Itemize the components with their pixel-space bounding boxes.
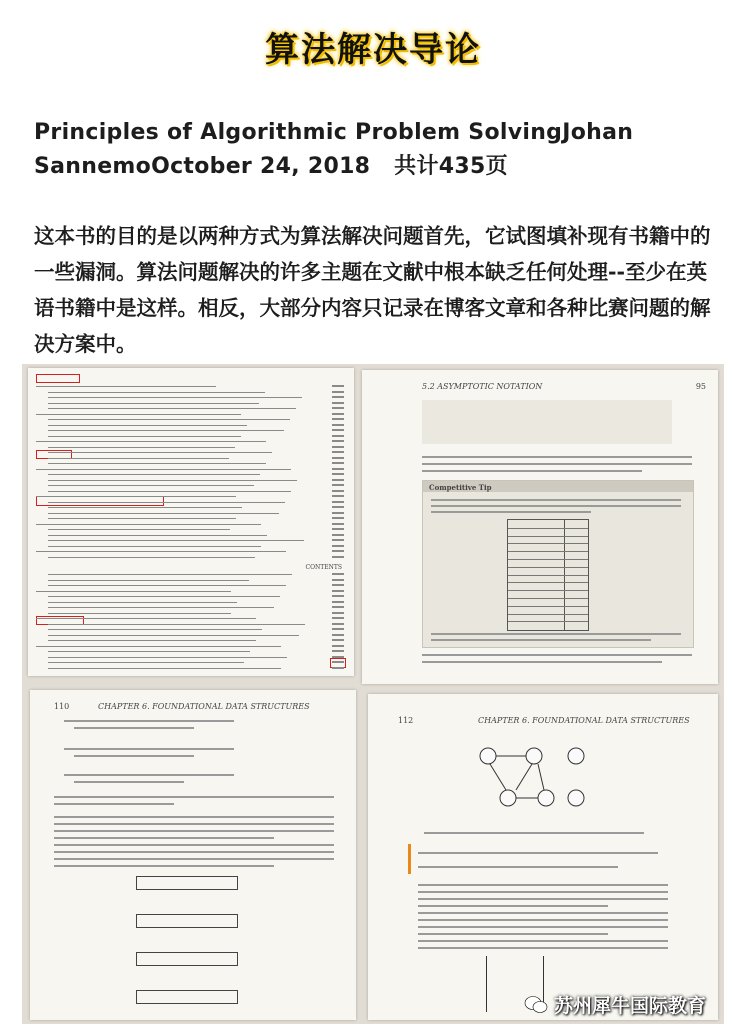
text-line — [418, 926, 668, 928]
toc-entry — [36, 549, 344, 554]
page-number: 110 — [54, 702, 70, 711]
text-line — [418, 898, 668, 900]
formula-box — [422, 400, 672, 444]
text-line — [54, 844, 334, 846]
meta-line-2: SannemoOctober 24, 2018 共计435页 — [34, 154, 508, 179]
table-row-line — [508, 551, 588, 552]
text-line — [418, 947, 668, 949]
table-row-line — [508, 621, 588, 622]
table-row-line — [508, 606, 588, 607]
toc-entry — [36, 439, 344, 444]
complexity-table — [507, 519, 589, 631]
toc-entry — [36, 511, 344, 516]
toc-entry — [36, 611, 344, 616]
book-description: 这本书的目的是以两种方式为算法解决问题首先，它试图填补现有书籍中的一些漏洞。算法问题解决的许多主题在文献中根本缺乏任何处理--至少在英语书籍中是这样。相反，大部分内容只记录在博客文章和各种比赛问题的解决方案中。 — [34, 224, 711, 356]
toc-entry — [36, 627, 344, 632]
queue-diagram-1 — [136, 876, 238, 890]
chapter-header: CHAPTER 6. FOUNDATIONAL DATA STRUCTURES — [478, 716, 690, 725]
toc-entry — [36, 533, 344, 538]
table-row-line — [508, 614, 588, 615]
text-line — [54, 851, 334, 853]
toc-header: CONTENTS — [305, 564, 342, 571]
toc-entry — [36, 445, 344, 450]
toc-entry — [36, 401, 344, 406]
toc-entry — [36, 456, 344, 461]
toc-entry — [36, 605, 344, 610]
text-line — [54, 816, 334, 818]
toc-entry — [36, 522, 344, 527]
table-row-line — [508, 598, 588, 599]
book-photo-collage — [22, 364, 724, 1024]
toc-entry — [36, 390, 344, 395]
text-line — [418, 891, 668, 893]
toc-entry — [36, 622, 344, 627]
toc-entry — [36, 644, 344, 649]
queue-diagram-2 — [136, 914, 238, 928]
table-row-line — [508, 543, 588, 544]
toc-entry — [36, 467, 344, 472]
toc-entry — [36, 406, 344, 411]
toc-entry — [36, 412, 344, 417]
toc-entry — [36, 384, 344, 389]
toc-entry — [36, 483, 344, 488]
toc-entry — [36, 423, 344, 428]
toc-entry — [36, 494, 344, 499]
toc-entry — [36, 660, 344, 665]
page-number: 112 — [398, 716, 414, 725]
toc-entry — [36, 666, 344, 671]
table-row-line — [508, 575, 588, 576]
toc-entry — [36, 555, 344, 560]
toc-entry — [36, 578, 344, 583]
text-line — [54, 830, 334, 832]
wechat-icon — [524, 995, 548, 1015]
watermark — [524, 991, 706, 1018]
queue-diagram-3 — [136, 952, 238, 966]
table-row-line — [508, 528, 588, 529]
queue-page — [30, 690, 356, 1020]
text-line — [54, 823, 334, 825]
toc-highlight-combinatorics — [36, 374, 80, 383]
toc-entry — [36, 649, 344, 654]
toc-entry — [36, 516, 344, 521]
toc-entry — [36, 428, 344, 433]
toc-entry — [36, 461, 344, 466]
text-line — [418, 912, 668, 914]
toc-entry — [36, 544, 344, 549]
section-header: 5.2 ASYMPTOTIC NOTATION — [422, 382, 543, 391]
text-line — [54, 858, 334, 860]
book-meta — [34, 116, 724, 184]
toc-entry — [36, 395, 344, 400]
table-row-line — [508, 582, 588, 583]
toc-entry — [36, 527, 344, 532]
toc-entry — [36, 434, 344, 439]
tip-title: Competitive Tip — [429, 483, 492, 492]
note-accent-bar — [408, 844, 411, 874]
text-line — [418, 919, 668, 921]
toc-entry — [36, 655, 344, 660]
toc-entry — [36, 638, 344, 643]
table-row-line — [508, 567, 588, 568]
competitive-tip-box — [422, 480, 694, 648]
toc-entry — [36, 450, 344, 455]
text-line — [54, 865, 274, 867]
toc-entry — [36, 478, 344, 483]
page-title: 算法解决导论 — [265, 30, 481, 70]
watermark-text: 苏州犀牛国际教育 — [553, 995, 706, 1017]
graph-page — [368, 694, 718, 1020]
contents-page — [28, 368, 354, 676]
page-number: 95 — [695, 382, 706, 391]
text-line — [418, 933, 608, 935]
table-row-line — [508, 590, 588, 591]
text-line — [418, 940, 668, 942]
toc-entry — [36, 472, 344, 477]
example-graph-figure — [468, 734, 598, 814]
toc-entry — [36, 594, 344, 599]
toc-entry — [36, 572, 344, 577]
asymptotic-notation-page — [362, 370, 718, 684]
chapter-header: CHAPTER 6. FOUNDATIONAL DATA STRUCTURES — [98, 702, 310, 711]
toc-entry — [36, 505, 344, 510]
toc-entry — [36, 600, 344, 605]
meta-line-1: Principles of Algorithmic Problem SolvingJohan — [34, 120, 634, 145]
toc-entry — [36, 616, 344, 621]
text-line — [418, 884, 668, 886]
text-line — [54, 837, 274, 839]
toc-entry — [36, 500, 344, 505]
queue-diagram-4 — [136, 990, 238, 1004]
text-line — [418, 905, 608, 907]
toc-entry — [36, 489, 344, 494]
title-wrap — [0, 20, 746, 73]
toc-entry — [36, 583, 344, 588]
toc-entry — [36, 633, 344, 638]
toc-entry — [36, 417, 344, 422]
table-row-line — [508, 559, 588, 560]
toc-entry — [36, 589, 344, 594]
table-row-line — [508, 536, 588, 537]
toc-entry — [36, 538, 344, 543]
